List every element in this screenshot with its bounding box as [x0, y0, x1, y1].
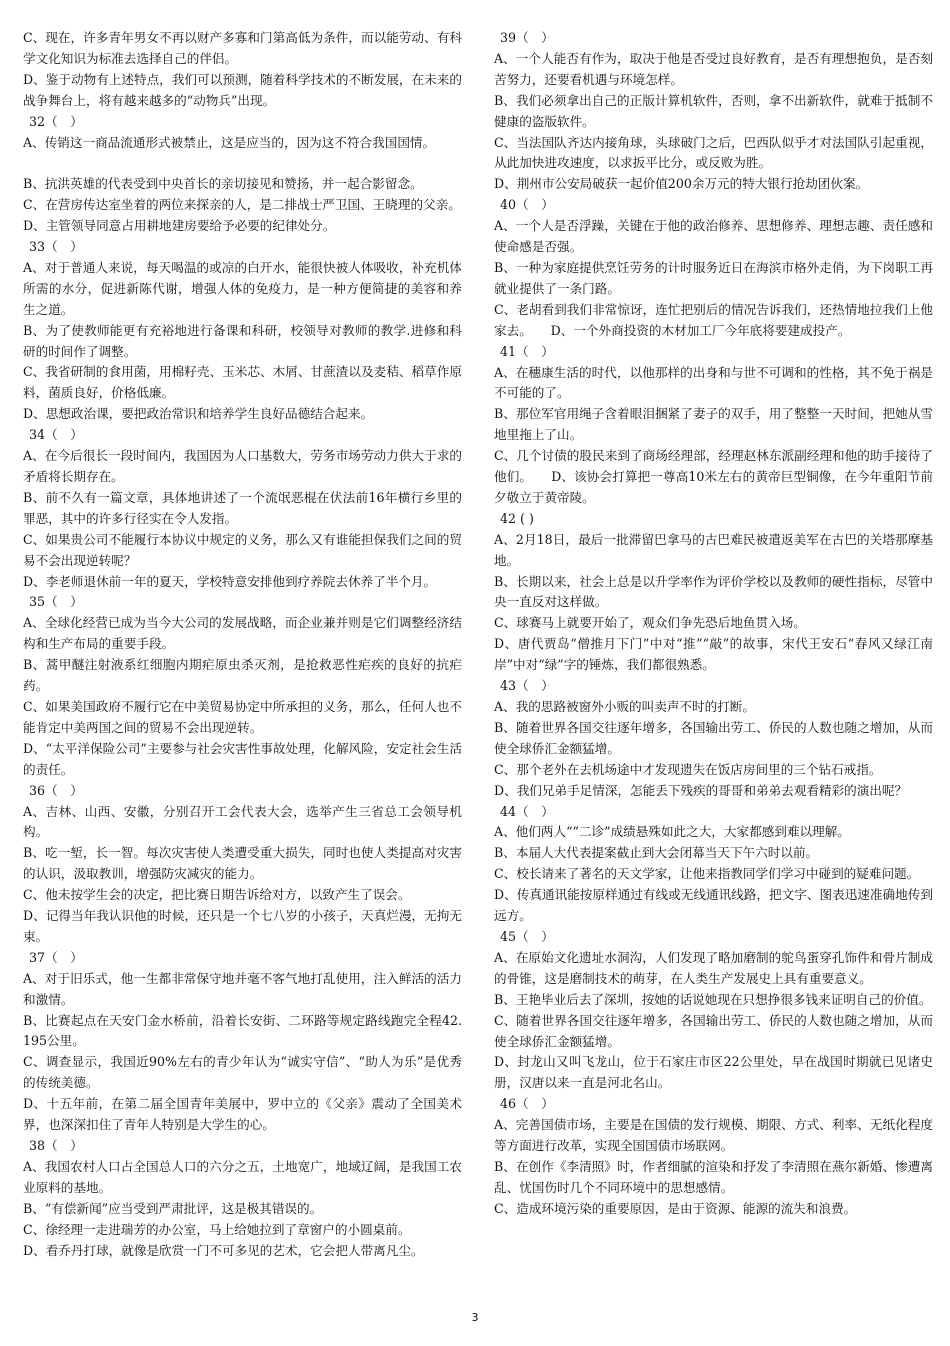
option-text: D、封龙山又叫飞龙山，位于石家庄市区22公里处，早在战国时期就已见诸史册，汉唐以来一直是河北名山。 [494, 1054, 933, 1091]
option-text: B、“有偿新闻”应当受到严肃批评，这是极其错误的。 [23, 1200, 323, 1216]
option-text: C、老胡看到我们非常惊讶，连忙把别后的情况告诉我们，还热情地拉我们上他家去。 D、一个外商投资的木材加工厂今年底将要建成投产。 [494, 301, 933, 338]
option-text: B、我们必须拿出自己的正版计算机软件，否则，拿不出新软件，就难于抵制不健康的盗版软件。 [494, 92, 933, 129]
option-text: B、蒿甲醚注射液系红细胞内期疟原虫杀灭剂，是抢救恶性疟疾的良好的抗疟药。 [23, 657, 462, 694]
option-text: C、调查显示，我国近90%左右的青少年认为“诚实守信”、“助人为乐”是优秀的传统美德。 [23, 1054, 462, 1091]
option-text: A、一个人能否有作为，取决于他是否受过良好教育，是否有理想抱负，是否刻苦努力，还要看机遇与环境怎样。 [494, 50, 933, 87]
option-text: C、如果美国政府不履行它在中美贸易协定中所承担的义务，那么，任何人也不能肯定中美两国之间的贸易不会出现逆转。 [23, 698, 462, 735]
option-text: D、传真通讯能按原样通过有线或无线通讯线路，把文字、图表迅速准确地传到远方。 [494, 887, 933, 924]
option-text: C、几个讨债的股民来到了商场经理部，经理赵林东派副经理和他的助手接待了他们。 D、该协会打算把一尊高10米左右的黄帝巨型铜像，在今年重阳节前夕敬立于黄帝陵。 [494, 448, 933, 505]
option-text: C、当法国队齐达内接角球，头球破门之后，巴西队似乎才对法国队引起重视，从此加快进攻速度，以求扳平比分，或反败为胜。 [494, 134, 933, 171]
option-text: B、那位军官用绳子含着眼泪捆紧了妻子的双手，用了整整一天时间，把她从雪地里拖上了山。 [494, 406, 933, 443]
right-column [492, 28, 933, 1220]
option-text: B、随着世界各国交往逐年增多，各国输出劳工、侨民的人数也随之增加，从而使全球侨汇金额猛增。 [494, 719, 933, 756]
option-text: C、球赛马上就要开始了，观众们争先恐后地鱼贯入场。 [494, 615, 806, 631]
option-text: C、在营房传达室坐着的两位来探亲的人，是二排战士严卫国、王晓理的父亲。 [23, 197, 461, 213]
blank-line [21, 153, 462, 174]
question-number: 42 ( ) [500, 510, 534, 526]
question-number: 46（ ） [500, 1096, 554, 1112]
option-text: B、为了使教师能更有充裕地进行备课和科研，校领导对教师的教学.进修和科研的时间作了调整。 [23, 322, 462, 359]
option-text: C、造成环境污染的重要原因，是由于资源、能源的流失和浪费。 [494, 1200, 857, 1216]
option-text: B、王艳毕业后去了深圳，按她的话说她现在只想挣很多钱来证明自己的价值。 [494, 991, 932, 1007]
option-text: A、在穗康生活的时代，以他那样的出身和与世不可调和的性格，其不免于祸是不可能的了。 [494, 364, 933, 401]
question-number: 38（ ） [29, 1138, 83, 1154]
option-text: A、他们两人“”二诊”成绩悬殊如此之大，大家都感到难以理解。 [494, 824, 850, 840]
question-number: 37（ ） [29, 949, 83, 965]
option-text: D、李老师退休前一年的夏天，学校特意安排他到疗养院去休养了半个月。 [23, 573, 437, 589]
option-text: B、一种为家庭提供烹饪劳务的计时服务近日在海滨市格外走俏，为下岗职工再就业提供了一条门路。 [494, 259, 933, 296]
option-text: A、完善国债市场，主要是在国债的发行规模、期限、方式、利率、无纸化程度等方面进行改革，实现全国国债市场联网。 [494, 1117, 933, 1154]
option-text: C、随着世界各国交往逐年增多，各国输出劳工、侨民的人数也随之增加，从而使全球侨汇金额猛增。 [494, 1012, 933, 1049]
option-text: C、现在，许多青年男女不再以财产多寡和门第高低为条件，而以能劳动、有科学文化知识为标准去选择自己的伴侣。 [23, 30, 462, 66]
page-number: 3 [471, 1311, 479, 1324]
option-text: D、主管领导同意占用耕地建房要给予必要的纪律处分。 [23, 218, 336, 234]
question-number: 40（ ） [500, 197, 554, 213]
question-number: 33（ ） [29, 239, 83, 255]
option-text: A、我的思路被窗外小贩的叫卖声不时的打断。 [494, 699, 755, 714]
option-text: A、传销这一商品流通形式被禁止，这是应当的，因为这不符合我国国情。 [23, 134, 436, 150]
question-number: 44（ ） [500, 803, 554, 819]
option-text: D、思想政治课，要把政治常识和培养学生良好品德结合起来。 [23, 406, 374, 422]
option-text: D、荆州市公安局破获一起价值200余万元的特大银行抢劫团伙案。 [494, 176, 869, 192]
option-text: A、在原始文化遗址水洞沟，人们发现了略加磨制的鸵鸟蛋穿孔饰件和骨片制成的骨锥，这是磨制技术的萌芽，在人类生产发展史上具有重要意义。 [494, 949, 933, 986]
option-text: B、在创作《李清照》时，作者细腻的渲染和抒发了李清照在燕尔新婚、惨遭离乱、忧国伤时几个不同环境中的思想感情。 [494, 1158, 933, 1195]
option-text: B、长期以来，社会上总是以升学率作为评价学校以及教师的硬性指标，尽管中央一直反对这样做。 [494, 573, 933, 610]
option-text: B、前不久有一篇文章，具体地讲述了一个流氓恶棍在伏法前16年横行乡里的罪恶，其中的许多行径实在令人发指。 [23, 489, 462, 526]
question-number: 32（ ） [29, 113, 83, 129]
option-text: A、吉林、山西、安徽，分别召开工会代表大会，选举产生三省总工会领导机构。 [23, 803, 462, 840]
question-number: 39（ ） [500, 30, 554, 45]
option-text: B、抗洪英雄的代表受到中央首长的亲切接见和赞扬，并一起合影留念。 [23, 176, 423, 192]
question-number: 45（ ） [500, 928, 554, 944]
option-text: D、唐代贾岛“僧推月下门”中对“推”“敲”的故事，宋代王安石“春风又绿江南岸”中对“绿”字的锤炼，我们都很熟悉。 [494, 636, 933, 673]
option-text: D、看乔丹打球，就像是欣赏一门不可多见的艺术，它会把人带离凡尘。 [23, 1242, 424, 1258]
option-text: A、对于旧乐式，他一生都非常保守地并毫不客气地打乱使用，注入鲜活的活力和激情。 [23, 970, 462, 1007]
question-number: 36（ ） [29, 782, 83, 798]
question-number: 35（ ） [29, 594, 83, 610]
option-text: C、他未按学生会的决定，把比赛日期告诉给对方，以致产生了误会。 [23, 887, 411, 903]
question-number: 41（ ） [500, 343, 554, 359]
option-text: B、比赛起点在天安门金水桥前，沿着长安街、二环路等规定路线跑完全程42.195公里。 [23, 1012, 462, 1049]
option-text: C、如果贵公司不能履行本协议中规定的义务，那么又有谁能担保我们之间的贸易不会出现逆转呢？ [23, 531, 462, 568]
option-text: D、鉴于动物有上述特点，我们可以预测，随着科学技术的不断发展，在未来的战争舞台上，将有越来越多的“动物兵”出现。 [23, 71, 462, 108]
option-text: D、“太平洋保险公司”主要参与社会灾害性事故处理，化解风险，安定社会生活的责任。 [23, 740, 462, 777]
option-text: C、校长请来了著名的天文学家，让他来指教同学们学习中碰到的疑难问题。 [494, 866, 920, 882]
option-text: A、对于普通人来说，每天喝温的或凉的白开水，能很快被人体吸收，补充机体所需的水分，促进新陈代谢，增强人体的免疫力，是一种方便简捷的美容和养生之道。 [23, 259, 462, 317]
option-text: A、一个人是否浮躁，关键在于他的政治修养、思想修养、理想志趣、责任感和使命感是否强。 [494, 218, 933, 255]
option-text: A、在今后很长一段时间内，我国因为人口基数大，劳务市场劳动力供大于求的矛盾将长期存在。 [23, 448, 462, 485]
option-text: A、2月18日，最后一批滞留巴拿马的古巴难民被遣返美军在古巴的关塔那摩基地。 [494, 531, 933, 568]
option-text: A、我国农村人口占全国总人口的六分之五，土地宽广，地域辽阔，是我国工农业原料的基地。 [23, 1158, 462, 1195]
left-column [21, 28, 462, 1261]
question-number: 43（ ） [500, 678, 554, 694]
option-text: D、记得当年我认识他的时候，还只是一个七八岁的小孩子，天真烂漫，无拘无束。 [23, 908, 462, 944]
question-number: 34（ ） [29, 427, 83, 443]
option-text: C、我省研制的食用菌，用棉籽壳、玉米芯、木屑、甘蔗渣以及麦秸、稻草作原料，菌质良好，价格低廉。 [23, 364, 462, 401]
option-text: D、十五年前，在第二届全国青年美展中，罗中立的《父亲》震动了全国美术界，也深深扣住了青年人特别是大学生的心。 [23, 1096, 462, 1133]
option-text: D、我们兄弟手足情深，怎能丢下残疾的哥哥和弟弟去观看精彩的演出呢？ [494, 782, 908, 798]
option-text: A、全球化经营已成为当今大公司的发展战略，而企业兼并则是它们调整经济结构和生产布局的重要手段。 [23, 615, 462, 652]
option-text: B、本届人大代表提案截止到大会闭幕当天下午六时以前。 [494, 845, 819, 861]
option-text: C、徐经理一走进瑞芳的办公室，马上给她拉到了章窗户的小圆桌前。 [23, 1221, 411, 1237]
option-text: B、吃一堑，长一智。每次灾害使人类遭受重大损失，同时也使人类提高对灾害的认识，汲取教训，增强防灾减灾的能力。 [23, 845, 462, 882]
option-text: C、那个老外在去机场途中才发现遗失在饭店房间里的三个钻石戒指。 [494, 761, 882, 777]
